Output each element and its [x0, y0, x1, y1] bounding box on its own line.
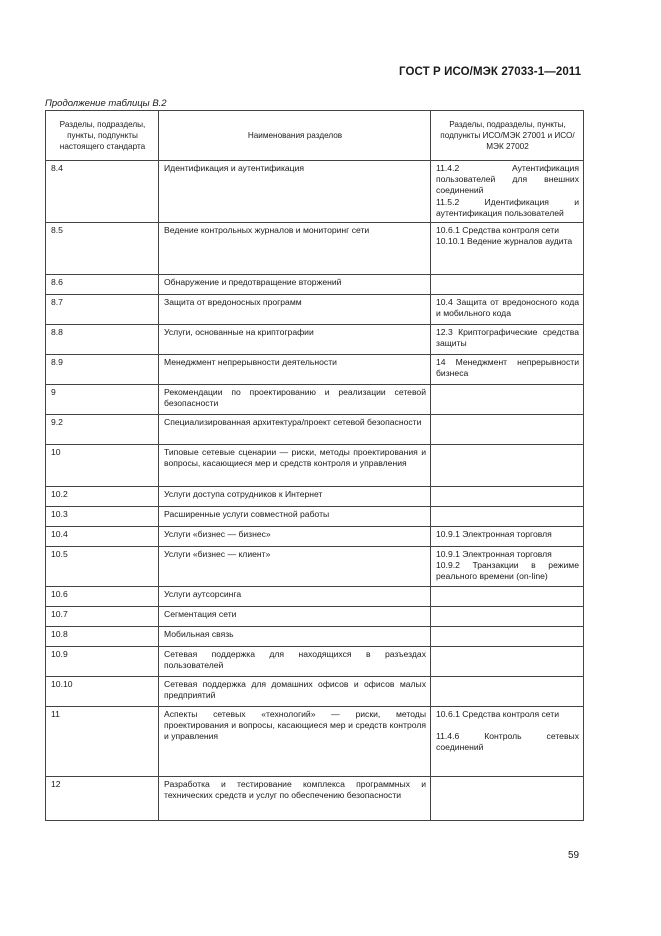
section-name-cell: Услуги «бизнес — бизнес»: [159, 527, 431, 547]
section-number-cell: 10.6: [46, 587, 159, 607]
iso-reference-item: 11.4.6 Контроль сетевых соединений: [436, 731, 579, 753]
table-row: [46, 275, 584, 295]
section-name-cell: Типовые сетевые сценарии — риски, методы проектирования и вопросы, касающиеся мер и средств контроля и управления: [159, 445, 431, 487]
table-row: [46, 527, 584, 547]
section-number-cell: 8.6: [46, 275, 159, 295]
iso-reference-item: 10.6.1 Средства контроля сети: [436, 225, 560, 235]
table-row: [46, 607, 584, 627]
section-name-cell: Сегментация сети: [159, 607, 431, 627]
iso-reference-cell: [431, 527, 584, 547]
section-number-cell: 10: [46, 445, 159, 487]
section-number-cell: 10.9: [46, 647, 159, 677]
table-row: [46, 445, 584, 487]
section-name-cell: Разработка и тестирование комплекса программных и технических средств и услуг по обеспечению безопасности: [159, 777, 431, 821]
section-number-cell: 8.9: [46, 355, 159, 385]
iso-reference-cell: [431, 385, 584, 415]
section-number-cell: 8.8: [46, 325, 159, 355]
iso-reference-cell: [431, 295, 584, 325]
section-number-cell: 12: [46, 777, 159, 821]
section-number-cell: 10.5: [46, 547, 159, 587]
section-number-cell: 10.10: [46, 677, 159, 707]
iso-reference-cell: [431, 507, 584, 527]
section-name-cell: Расширенные услуги совместной работы: [159, 507, 431, 527]
table-body: [46, 161, 584, 821]
section-name-cell: Специализированная архитектура/проект сетевой безопасности: [159, 415, 431, 445]
mapping-table: [45, 110, 584, 821]
table-row: [46, 355, 584, 385]
document-standard-code: ГОСТ Р ИСО/МЭК 27033-1—2011: [399, 66, 582, 78]
iso-reference-cell: [431, 487, 584, 507]
iso-reference-item: [436, 720, 579, 731]
iso-reference-item: 10.9.2 Транзакции в режиме реального времени (on-line): [436, 560, 579, 582]
section-name-cell: Мобильная связь: [159, 627, 431, 647]
iso-reference-item: 10.9.1 Электронная торговля: [436, 529, 552, 539]
iso-reference-cell: [431, 223, 584, 275]
iso-reference-cell: [431, 777, 584, 821]
iso-reference-cell: [431, 275, 584, 295]
table-row: [46, 587, 584, 607]
table-row: [46, 415, 584, 445]
iso-reference-cell: [431, 647, 584, 677]
section-name-cell: Услуги, основанные на криптографии: [159, 325, 431, 355]
table-header-row: [46, 111, 584, 161]
table-row: [46, 295, 584, 325]
iso-reference-cell: [431, 607, 584, 627]
section-name-cell: Услуги доступа сотрудников к Интернет: [159, 487, 431, 507]
section-number-cell: 10.2: [46, 487, 159, 507]
section-name-cell: Идентификация и аутентификация: [159, 161, 431, 223]
iso-reference-cell: [431, 547, 584, 587]
table-row: [46, 487, 584, 507]
section-number-cell: 10.3: [46, 507, 159, 527]
section-number-cell: 8.7: [46, 295, 159, 325]
column-header-section-names: Наименования разделов: [159, 111, 431, 161]
section-number-cell: 9: [46, 385, 159, 415]
table-caption: Продолжение таблицы В.2: [45, 98, 167, 109]
section-name-cell: Менеджмент непрерывности деятельности: [159, 355, 431, 385]
iso-reference-cell: [431, 415, 584, 445]
iso-reference-item: 10.4 Защита от вредоносного кода и мобильного кода: [436, 297, 579, 319]
iso-reference-cell: [431, 677, 584, 707]
iso-reference-item: 11.4.2 Аутентификация пользователей для внешних соединений: [436, 163, 579, 196]
table-row: [46, 547, 584, 587]
iso-reference-item: 10.6.1 Средства контроля сети: [436, 709, 560, 719]
section-number-cell: 11: [46, 707, 159, 777]
section-name-cell: Обнаружение и предотвращение вторжений: [159, 275, 431, 295]
column-header-iso-references: Разделы, подразделы, пункты, подпункты ИСО/МЭК 27001 и ИСО/МЭК 27002: [431, 111, 584, 161]
column-header-this-standard: Разделы, подразделы, пункты, подпункты настоящего стандарта: [46, 111, 159, 161]
iso-reference-item: 12.3 Криптографические средства защиты: [436, 327, 579, 349]
iso-reference-cell: [431, 161, 584, 223]
section-name-cell: Защита от вредоносных программ: [159, 295, 431, 325]
section-number-cell: 10.8: [46, 627, 159, 647]
table-row: [46, 385, 584, 415]
table-row: [46, 223, 584, 275]
section-number-cell: 9.2: [46, 415, 159, 445]
iso-reference-item: 10.9.1 Электронная торговля: [436, 549, 552, 559]
iso-reference-cell: [431, 445, 584, 487]
section-name-cell: Услуги «бизнес — клиент»: [159, 547, 431, 587]
table-row: [46, 627, 584, 647]
section-name-cell: Ведение контрольных журналов и мониторинг сети: [159, 223, 431, 275]
table-row: [46, 677, 584, 707]
iso-reference-cell: [431, 325, 584, 355]
section-name-cell: Рекомендации по проектированию и реализации сетевой безопасности: [159, 385, 431, 415]
section-name-cell: Сетевая поддержка для домашних офисов и офисов малых предприятий: [159, 677, 431, 707]
section-name-cell: Аспекты сетевых «технологий» — риски, методы проектирования и вопросы, касающиеся мер и средств контроля и управления: [159, 707, 431, 777]
table-row: [46, 507, 584, 527]
iso-reference-cell: [431, 707, 584, 777]
section-number-cell: 8.4: [46, 161, 159, 223]
iso-reference-cell: [431, 627, 584, 647]
iso-reference-cell: [431, 587, 584, 607]
section-number-cell: 10.7: [46, 607, 159, 627]
page-number: 59: [568, 850, 580, 861]
iso-reference-item: 10.10.1 Ведение журналов аудита: [436, 236, 573, 247]
section-name-cell: Услуги аутсорсинга: [159, 587, 431, 607]
table-row: [46, 161, 584, 223]
table-row: [46, 647, 584, 677]
iso-reference-item: 11.5.2 Идентификация и аутентификация пользователей: [436, 196, 579, 218]
section-number-cell: 8.5: [46, 223, 159, 275]
section-name-cell: Сетевая поддержка для находящихся в разъездах пользователей: [159, 647, 431, 677]
section-number-cell: 10.4: [46, 527, 159, 547]
table-row: [46, 777, 584, 821]
iso-reference-item: 14 Менеджмент непрерывности бизнеса: [436, 357, 579, 379]
iso-reference-cell: [431, 355, 584, 385]
table-row: [46, 325, 584, 355]
table-row: [46, 707, 584, 777]
